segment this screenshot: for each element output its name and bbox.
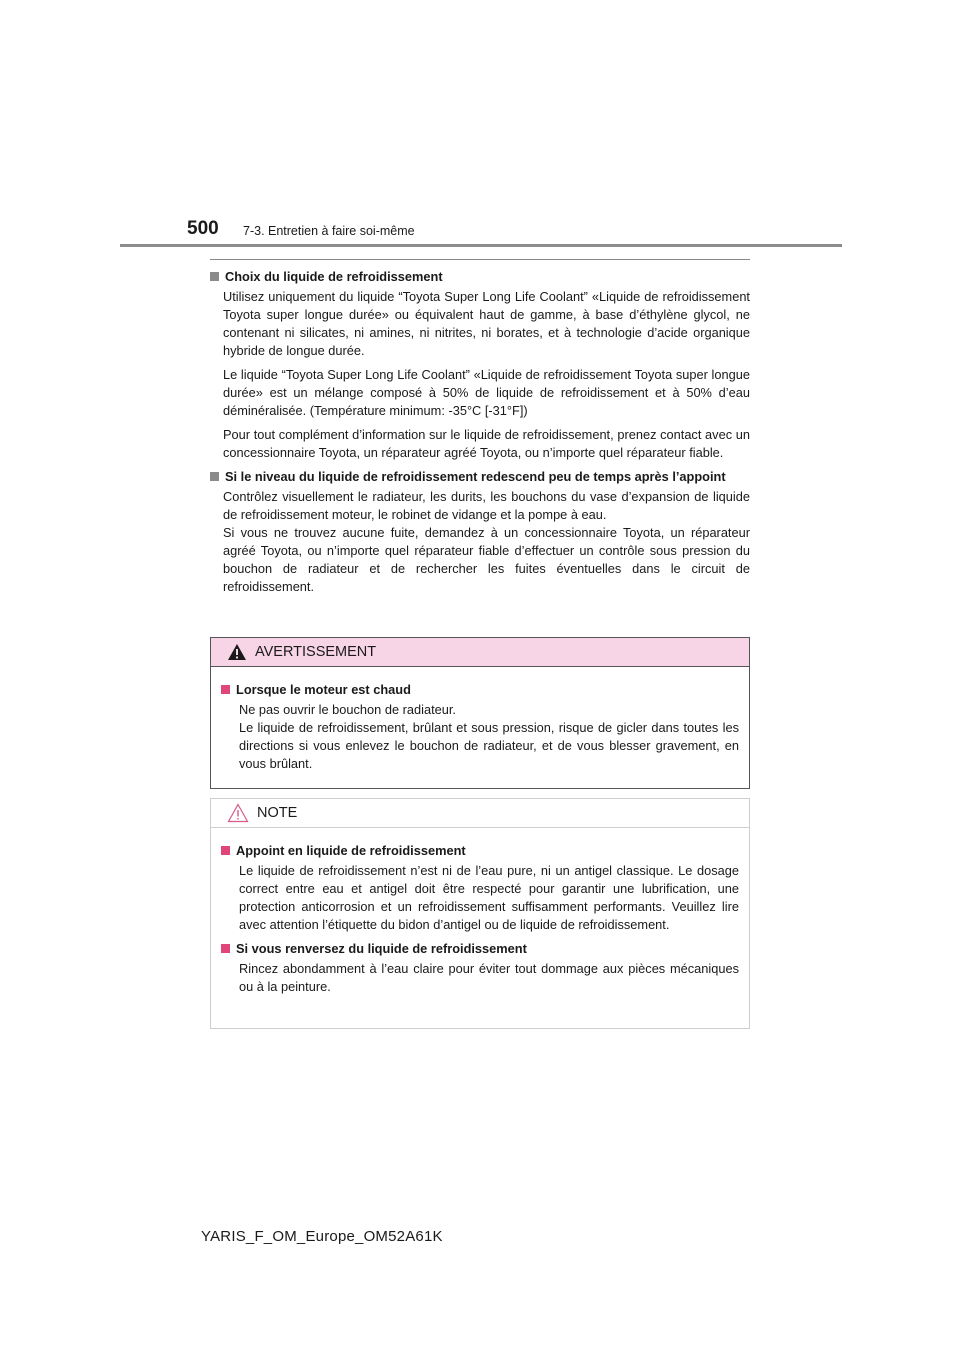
- square-bullet-icon: [210, 272, 219, 281]
- note-item-heading-text: Si vous renversez du liquide de refroidissement: [236, 941, 527, 956]
- content-top-rule: [210, 259, 750, 260]
- note-item-text: Rincez abondamment à l’eau claire pour éviter tout dommage aux pièces mécaniques ou à la peinture.: [239, 961, 739, 994]
- note-header: [211, 799, 749, 828]
- paragraph: Le liquide “Toyota Super Long Life Coolant” «Liquide de refroidissement Toyota super longue durée» est un mélange composé à 50% de liquide de refroidissement et à 50% d’eau déminéralisée. (Température minimum: -35°C [-31°F]): [223, 367, 750, 418]
- subsection-heading: [210, 468, 750, 486]
- note-item-heading: [221, 940, 739, 958]
- note-item-heading-text: Appoint en liquide de refroidissement: [236, 843, 466, 858]
- caution-triangle-icon: [227, 803, 249, 823]
- square-bullet-icon: [221, 685, 230, 694]
- page-number: 500: [187, 218, 219, 239]
- paragraph: Utilisez uniquement du liquide “Toyota Super Long Life Coolant” «Liquide de refroidissement Toyota super longue durée» ou équivalent haut de gamme, à base d’éthylène glycol, ne contenant ni silicates, ni amines, ni nitrites, ni borates, et à technologie d’acide organique hybride de longue durée.: [223, 289, 750, 358]
- warning-line: Ne pas ouvrir le bouchon de radiateur.: [239, 702, 456, 717]
- square-bullet-icon: [221, 846, 230, 855]
- warning-header: [211, 638, 749, 667]
- warning-title: AVERTISSEMENT: [255, 644, 377, 660]
- warning-item-heading-text: Lorsque le moteur est chaud: [236, 682, 411, 697]
- header-rule: [120, 244, 842, 247]
- section-title: 7-3. Entretien à faire soi-même: [243, 224, 415, 238]
- paragraph: Si vous ne trouvez aucune fuite, demandez à un concessionnaire Toyota, un réparateur agréé Toyota, ou n’importe quel réparateur fiable d’effectuer un contrôle sous pression du bouchon de radiateur et de rechercher les fuites éventuelles dans le circuit de refroidissement.: [223, 525, 750, 594]
- note-item-text: Le liquide de refroidissement n’est ni de l’eau pure, ni un antigel classique. Le dosage correct entre eau et antigel doit être respecté pour garantir une lubrification, une protection anticorrosion et un refroidissement suffisamment performants. Veuillez lire avec attention l’étiquette du bidon d’antigel ou de liquide de refroidissement.: [239, 863, 739, 932]
- warning-box: [210, 637, 750, 789]
- note-box: [210, 798, 750, 1029]
- square-bullet-icon: [210, 472, 219, 481]
- subsection-heading-text: Si le niveau du liquide de refroidissement redescend peu de temps après l’appoint: [225, 469, 726, 484]
- subsection-heading: [210, 268, 750, 286]
- note-item-heading: [221, 842, 739, 860]
- main-content: [210, 268, 750, 602]
- warning-line: Le liquide de refroidissement, brûlant et sous pression, risque de gicler dans toutes les directions si vous enlevez le bouchon de radiateur, et de vous blesser gravement, en vous brûlant.: [239, 720, 739, 771]
- note-title: NOTE: [257, 805, 298, 821]
- square-bullet-icon: [221, 944, 230, 953]
- warning-triangle-icon: [227, 643, 247, 661]
- paragraph: Pour tout complément d’information sur le liquide de refroidissement, prenez contact avec un concessionnaire Toyota, un réparateur agréé Toyota, ou n’importe quel réparateur fiable.: [223, 427, 750, 460]
- warning-body: [211, 667, 749, 773]
- page-header: [0, 0, 960, 250]
- note-body: [211, 828, 749, 996]
- paragraph: Contrôlez visuellement le radiateur, les durits, les bouchons du vase d’expansion de liquide de refroidissement moteur, le robinet de vidange et la pompe à eau.: [223, 489, 750, 522]
- subsection-heading-text: Choix du liquide de refroidissement: [225, 269, 443, 284]
- warning-item-heading: [221, 681, 739, 699]
- document-footer: YARIS_F_OM_Europe_OM52A61K: [201, 1228, 443, 1245]
